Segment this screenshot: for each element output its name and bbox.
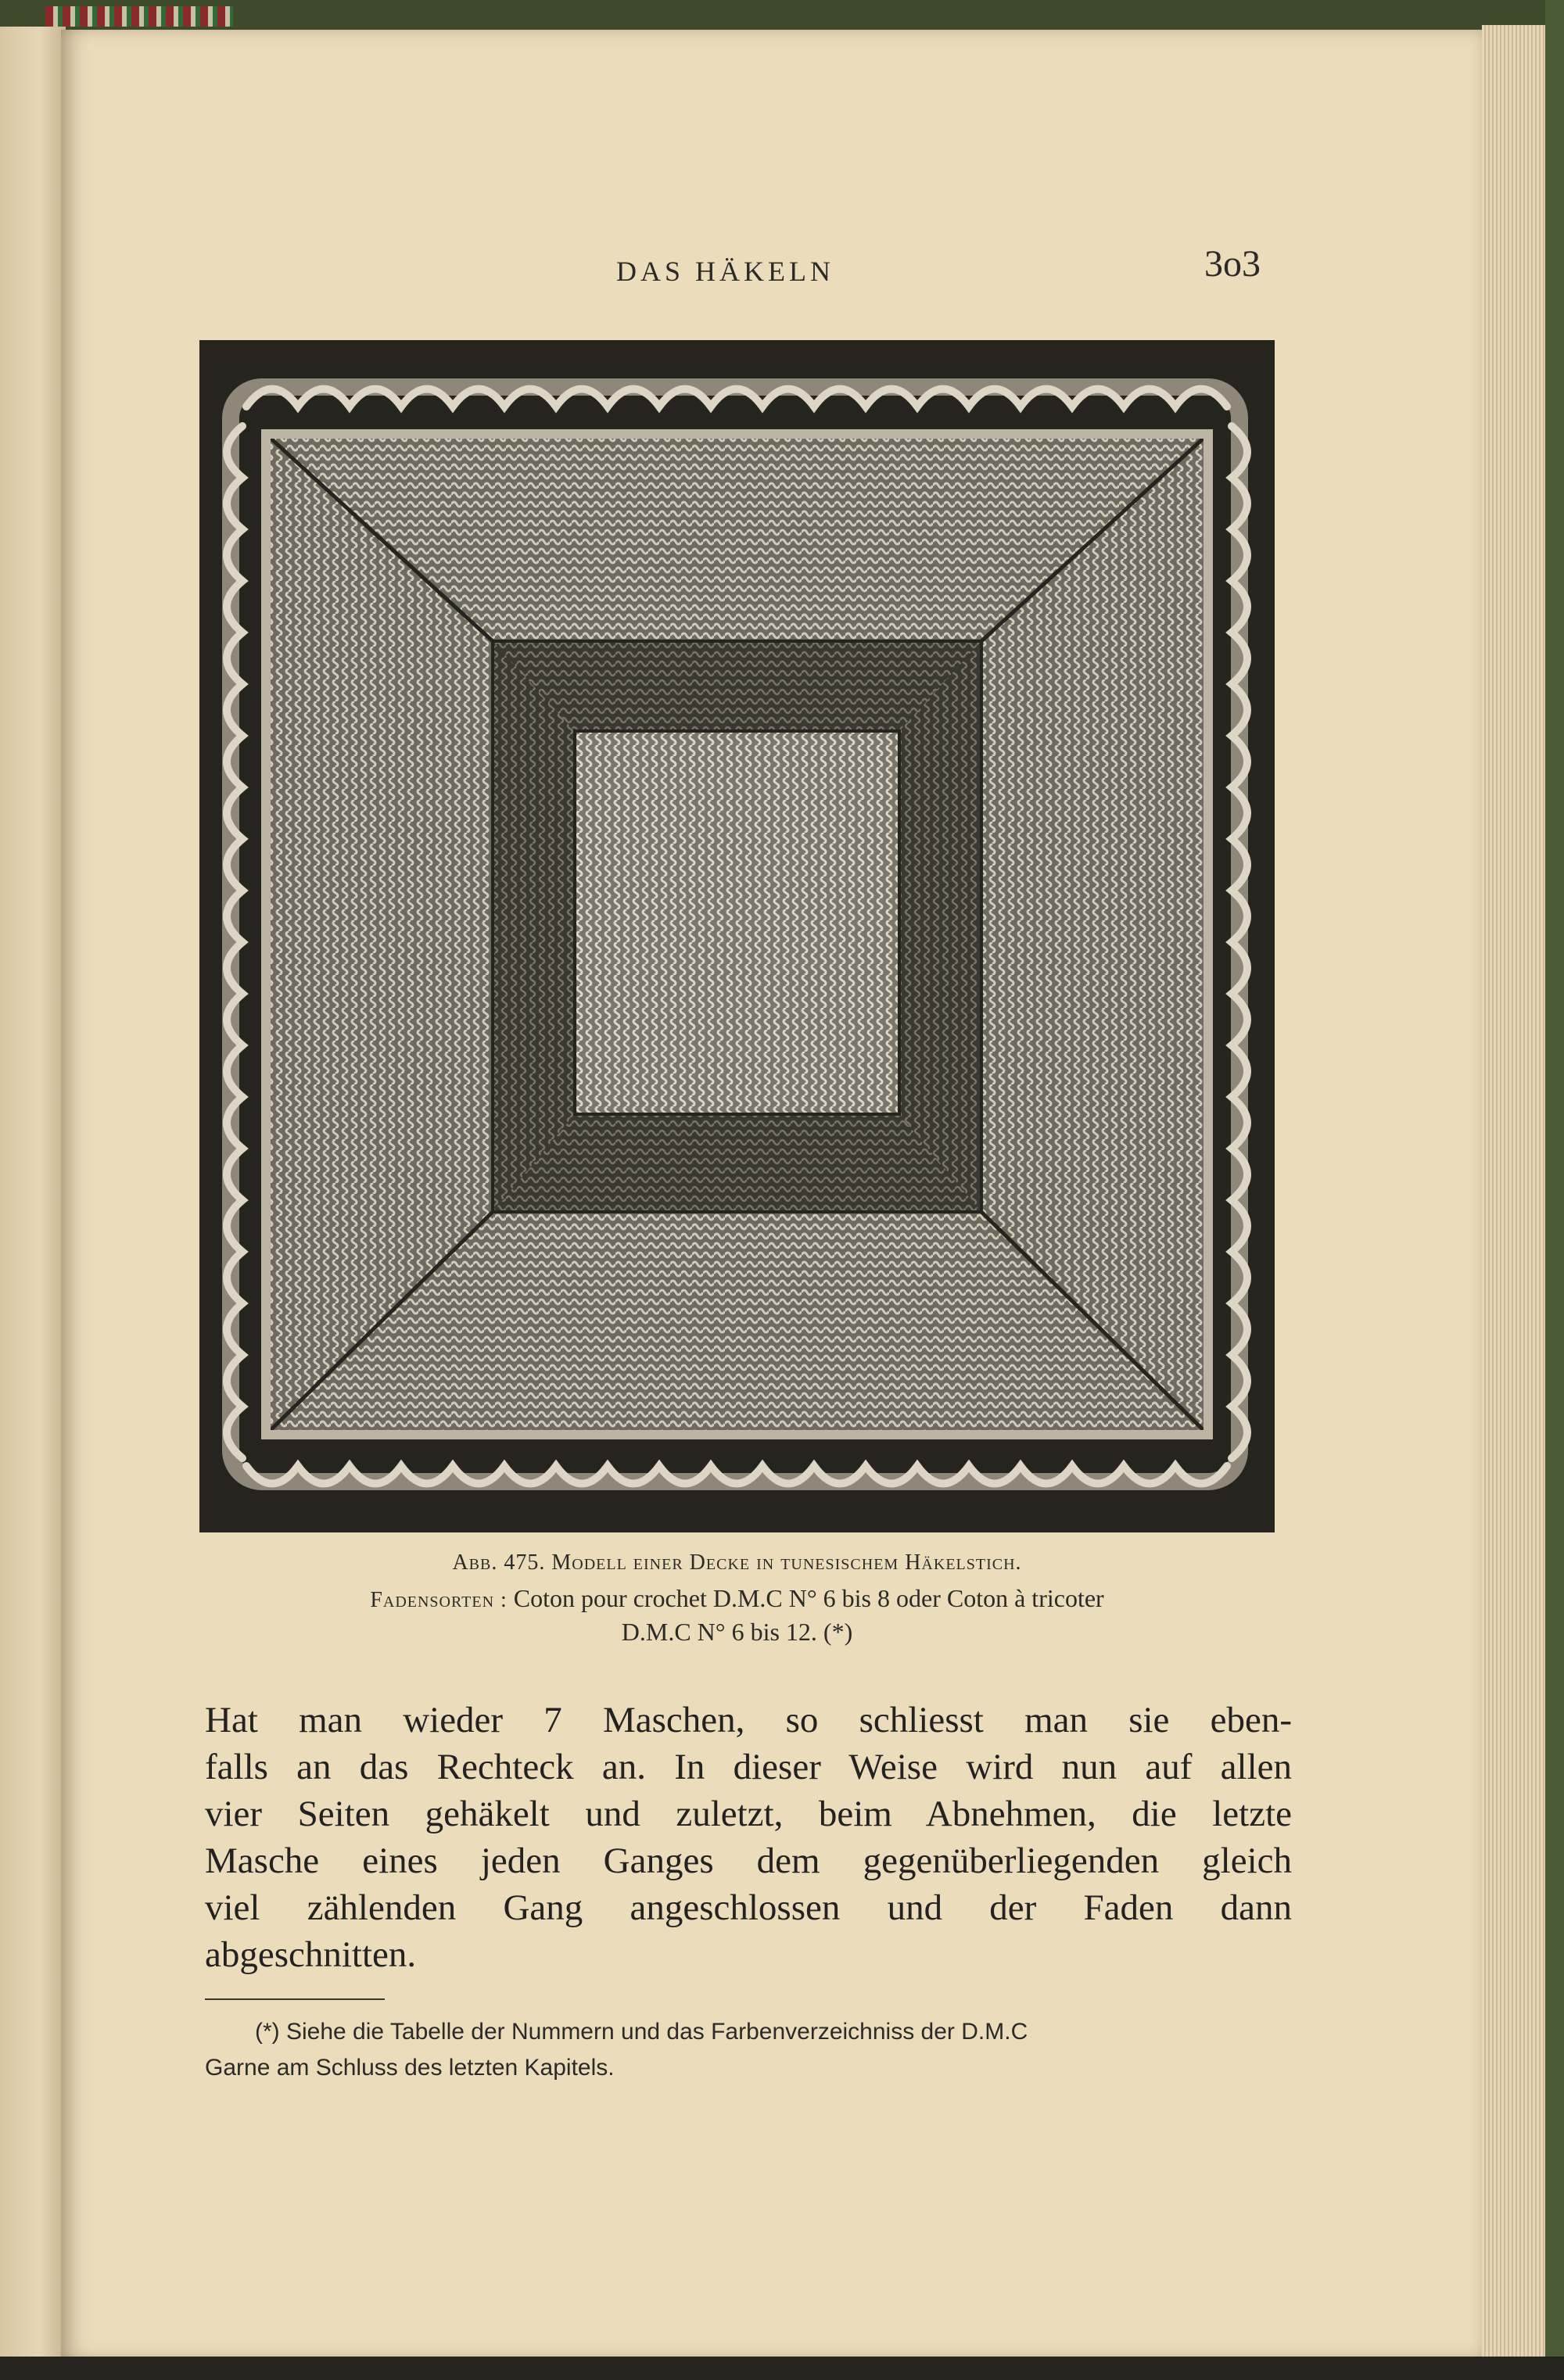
body-line: viel zählenden Gang angeschlossen und der Faden dann (205, 1887, 1292, 1928)
previous-page-edge (0, 27, 66, 2380)
caption-threads (199, 1582, 1275, 1615)
caption-threads-text: Coton pour crochet D.M.C N° 6 bis 8 oder Coton à tricoter (513, 1584, 1104, 1612)
caption-title: Abb. 475. Modell einer Decke in tunesischem Häkelstich. (452, 1550, 1022, 1575)
footnote-line: Garne am Schluss des letzten Kapitels. (205, 2055, 615, 2081)
page-number: 3o3 (1204, 243, 1261, 285)
footnote-line: (*) Siehe die Tabelle der Nummern und das Farbenverzeichniss der D.M.C (255, 2019, 1028, 2045)
figure-caption (199, 1544, 1275, 1649)
book-cover-right (1545, 0, 1564, 2380)
footnote-divider (205, 1998, 385, 2000)
headband (45, 6, 233, 27)
footnote (205, 2014, 1292, 2086)
body-line: abgeschnitten. (205, 1934, 417, 1975)
body-line: Masche eines jeden Ganges dem gegenüberliegenden gleich (205, 1841, 1292, 1881)
figure-crochet-doily (199, 340, 1275, 1532)
book-cover-top (0, 0, 1564, 31)
page-edges (1482, 25, 1546, 2363)
body-paragraph (205, 1697, 1292, 1978)
caption-threads-label: Fadensorten : (370, 1588, 508, 1612)
body-line: vier Seiten gehäkelt und zuletzt, beim Abnehmen, die letzte (205, 1794, 1292, 1834)
body-line: Hat man wieder 7 Maschen, so schliesst man sie eben- (205, 1700, 1292, 1740)
book-cover-bottom (0, 2357, 1564, 2380)
crochet-doily-illustration (199, 340, 1275, 1532)
caption-threads-text-2: D.M.C N° 6 bis 12. (*) (621, 1618, 853, 1646)
running-head: DAS HÄKELN (616, 256, 834, 287)
body-line: falls an das Rechteck an. In dieser Weise wird nun auf allen (205, 1747, 1292, 1787)
